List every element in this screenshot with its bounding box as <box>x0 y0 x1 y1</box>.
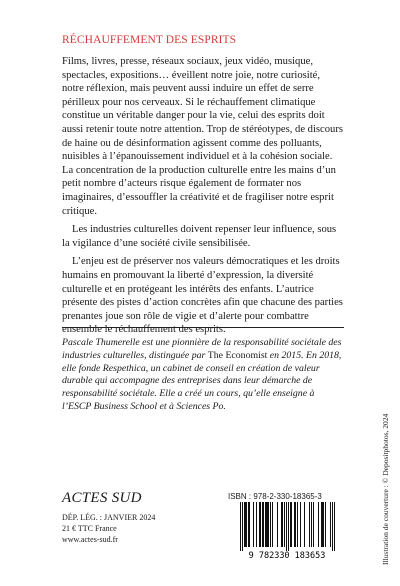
blurb-paragraph-3: L’enjeu est de préserver nos valeurs démocratiques et les droits humains en promouvant la liberté d’expression, la diversité culturelle et en protégeant les intérêts des enfants. L’autrice présente des pistes d’action concrètes afin que chacune des parties prenantes joue son rôle de vigie et d’alerte pour combattre ensemble le réchauffement des esprits. <box>62 256 343 336</box>
barcode-bar <box>291 502 292 547</box>
barcode-bar <box>259 502 260 547</box>
magazine-name: The Economist <box>207 349 268 361</box>
barcode-bar <box>304 502 305 547</box>
barcode-bar <box>313 502 314 547</box>
blurb-paragraph-2: Les industries culturelles doivent repenser leur influence, sous la vigilance d’une société civile sensibilisée. <box>62 224 337 249</box>
author-bio-part-1: Pascale Thumerelle est une pionnière de la responsabilité sociétale des industries culturelles, distinguée par <box>62 337 342 361</box>
barcode-bar <box>294 502 295 547</box>
barcode-bar <box>240 502 241 551</box>
barcode-bars <box>240 502 335 551</box>
barcode-bar <box>266 502 267 547</box>
barcode-bar <box>270 502 271 547</box>
barcode-bar <box>286 502 287 551</box>
cover-credit-text: Illustration de couverture : © Depositphotos, 2024 <box>381 413 390 565</box>
publisher-website: www.actes-sud.fr <box>62 535 118 544</box>
barcode-bar <box>244 502 245 547</box>
blurb-paragraph-1: Films, livres, presse, réseaux sociaux, jeux vidéo, musique, spectacles, expositions… éveillent notre joie, notre curiosité, notre réflexion, mais peuvent aussi induire un effet de serre périlleux pour nos cerveaux. Si le réchauffement climatique constitue un véritable danger pour la vie, celui des esprits doit aussi retenir toute notre attention. Trop de stéréotypes, de discours de haine ou de désinformation agissent comme des polluants, nuisibles à l’épanouissement individuel et à la cohésion sociale. La concentration de la production culturelle entre les mains d’un petit nombre d’acteurs risque également de formater nos imaginaires, d’essouffler la créativité et de fragiliser notre esprit critique. <box>62 56 343 217</box>
barcode-bar <box>282 502 283 547</box>
barcode-bar <box>256 502 257 547</box>
barcode-bar <box>272 502 273 547</box>
barcode-bar <box>262 502 263 547</box>
barcode-bar <box>249 502 250 547</box>
barcode-bar <box>321 502 322 547</box>
barcode-bar <box>267 502 268 547</box>
barcode-bar <box>246 502 247 547</box>
book-title: RÉCHAUFFEMENT DES ESPRITS <box>62 34 237 46</box>
barcode <box>228 502 346 560</box>
barcode-bar <box>242 502 243 551</box>
legal-info <box>62 512 155 545</box>
barcode-bar <box>311 502 312 547</box>
barcode-bar <box>297 502 298 547</box>
barcode-bar <box>268 502 269 547</box>
barcode-bar <box>309 502 310 547</box>
barcode-bar <box>322 502 323 547</box>
barcode-bar <box>334 502 335 551</box>
barcode-bar <box>277 502 278 547</box>
barcode-bar <box>330 502 331 547</box>
barcode-bar <box>300 502 301 547</box>
barcode-bar <box>248 502 249 547</box>
cover-credit <box>378 415 388 565</box>
blurb <box>62 55 344 342</box>
isbn: ISBN : 978-2-330-18365-3 <box>228 492 322 501</box>
barcode-bar <box>265 502 266 547</box>
barcode-bar <box>288 502 289 551</box>
barcode-bar <box>295 502 296 547</box>
barcode-bar <box>325 502 326 547</box>
barcode-bar <box>290 502 291 547</box>
barcode-bar <box>323 502 324 547</box>
barcode-bar <box>260 502 261 547</box>
barcode-bar <box>253 502 254 547</box>
separator-rule <box>62 327 344 328</box>
author-bio-part-2: en 2015. En 2018, elle fonde Respethica, un cabinet de conseil en création de valeur durable qui accompagne des entreprises dans leur démarche de responsabilité sociétale. Elle a créé un cours, qu’elle enseigne à l’ESCP Business School et à Sciences Po. <box>62 349 342 412</box>
barcode-digits: 9 782330 183653 <box>248 551 326 560</box>
author-bio <box>62 337 344 414</box>
barcode-bar <box>281 502 282 547</box>
barcode-bar <box>332 502 333 551</box>
publisher-logo: ACTES SUD <box>62 490 142 506</box>
barcode-bar <box>318 502 319 547</box>
barcode-bar <box>284 502 285 547</box>
barcode-bar <box>263 502 264 547</box>
price: 21 € TTC France <box>62 524 117 533</box>
barcode-bar <box>245 502 246 547</box>
legal-deposit: DÉP. LÉG. : JANVIER 2024 <box>62 513 156 522</box>
